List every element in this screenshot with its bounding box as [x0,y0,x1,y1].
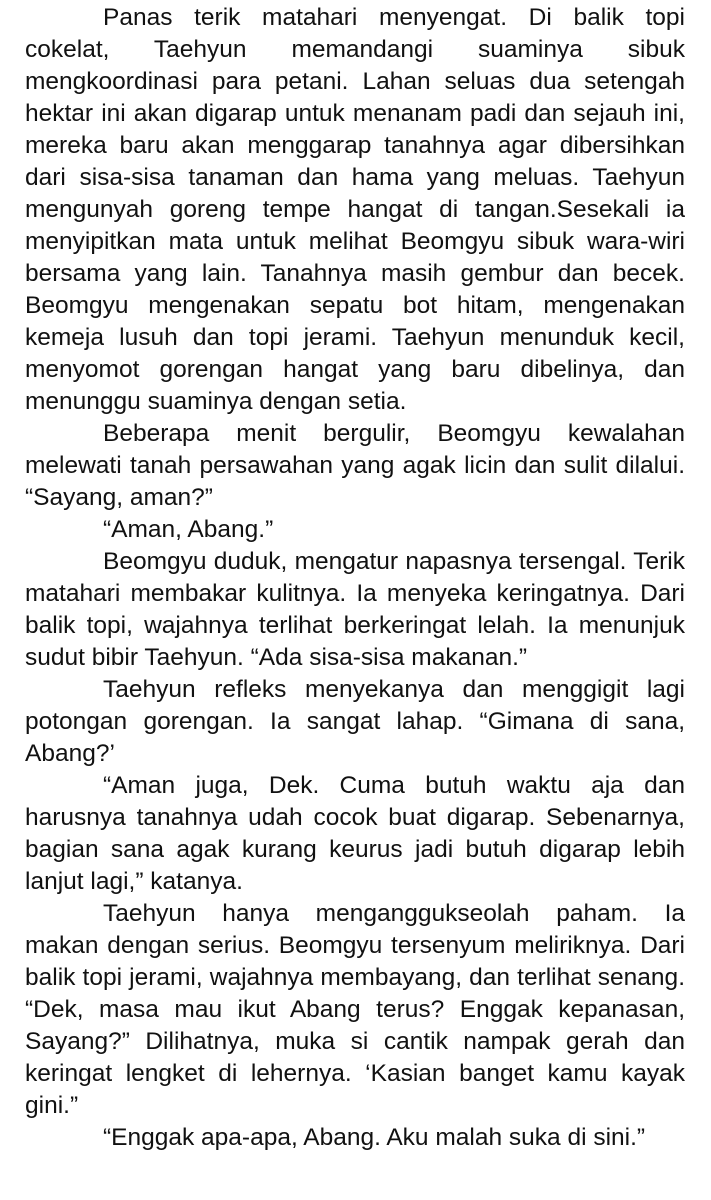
paragraph-1: Panas terik matahari menyengat. Di balik topi cokelat, Taehyun memandangi suaminya sibuk mengkoordinasi para petani. Lahan seluas dua setengah hektar ini akan digarap untuk menanam padi dan sejauh ini, mereka baru akan menggarap tanahnya agar dibersihkan dari sisa-sisa tanaman dan hama yang meluas. Taehyun mengunyah goreng tempe hangat di tangan.Sesekali ia menyipitkan mata untuk melihat Beomgyu sibuk wara-wiri bersama yang lain. Tanahnya masih gembur dan becek. Beomgyu mengenakan sepatu bot hitam, mengenakan kemeja lusuh dan topi jerami. Taehyun menunduk kecil, menyomot gorengan hangat yang baru dibelinya, dan menunggu suaminya dengan setia. [25,4,685,415]
paragraph-6: “Aman juga, Dek. Cuma butuh waktu aja dan harusnya tanahnya udah cocok buat digarap. Sebenarnya, bagian sana agak kurang keurus jadi butuh digarap lebih lanjut lagi,” katanya. [25,772,685,895]
paragraph-7: Taehyun hanya menganggukseolah paham. Ia makan dengan serius. Beomgyu tersenyum meliriknya. Dari balik topi jerami, wajahnya membayang, dan terlihat senang. “Dek, masa mau ikut Abang terus? Enggak kepanasan, Sayang?” Dilihatnya, muka si cantik nampak gerah dan keringat lengket di lehernya. ‘Kasian banget kamu kayak gini.” [25,900,685,1119]
paragraph-8: “Enggak apa-apa, Abang. Aku malah suka di sini.” [103,1124,646,1151]
paragraph-3: “Aman, Abang.” [103,516,274,543]
paragraph-5: Taehyun refleks menyekanya dan menggigit lagi potongan gorengan. Ia sangat lahap. “Gimana di sana, Abang?’ [25,676,685,767]
paragraph-2: Beberapa menit bergulir, Beomgyu kewalahan melewati tanah persawahan yang agak licin dan sulit dilalui. “Sayang, aman?” [25,420,685,511]
story-text [25,0,685,1154]
paragraph-4: Beomgyu duduk, mengatur napasnya tersengal. Terik matahari membakar kulitnya. Ia menyeka keringatnya. Dari balik topi, wajahnya terlihat berkeringat lelah. Ia menunjuk sudut bibir Taehyun. “Ada sisa-sisa makanan.” [25,548,685,671]
